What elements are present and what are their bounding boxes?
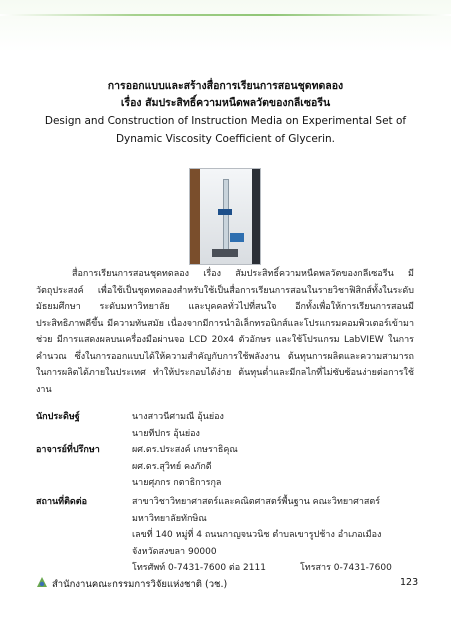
photo-door-frame	[190, 169, 200, 264]
advisor-name: ผศ.ดร.สุวิทย์ คงภักดี	[132, 461, 212, 472]
contact-line: มหาวิทยาลัยทักษิณ	[132, 513, 207, 524]
title-thai-line-2: เรื่อง สัมประสิทธิ์ความหนืดพลวัตของกลีเซอรีน	[120, 97, 331, 109]
abstract-text: สื่อการเรียนการสอนชุดทดลอง เรื่อง สัมประสิทธิ์ความหนืดพลวัตของกลีเซอรีน มีวัตถุประสงค์ เพื่อใช้เป็นชุดทดลองสำหรับใช้เป็นสื่อการเรียนการสอนในรายวิชาฟิสิกส์ทั้งในระดับมัธยมศึกษา ระดับมหาวิทยาลัย และบุคคลทั่วไปที่สนใจ อีกทั้งเพื่อให้การเรียนการสอนมีประสิทธิภาพดีขึ้น มีความทันสมัย เนื่องจากมีการนำอิเล็กทรอนิกส์และโปรแกรมคอมพิวเตอร์เข้ามาช่วย มีการแสดงผลบนเครื่องมือผ่านจอ LCD 20x4 ตัวอักษร และใช้โปรแกรม LabVIEW ในการคำนวณ ซึ่งในการออกแบบได้ให้ความสำคัญกับการใช้พลังงาน ต้นทุนการผลิตและความสามารถในการผลิตได้ภายในประเทศ ทำให้ประกอบได้ง่าย ต้นทุนต่ำและมีกลไกที่ไม่ซับซ้อนง่ายต่อการใช้งาน	[36, 269, 414, 395]
nrct-logo-icon	[36, 576, 48, 588]
inventors-label: นักประดิษฐ์	[36, 412, 80, 422]
sensor-clamp	[218, 209, 232, 215]
header-band	[0, 0, 451, 52]
title-block	[20, 78, 431, 148]
page-number: 123	[400, 577, 419, 588]
title-english-line-1: Design and Construction of Instruction Media on Experimental Set of	[44, 115, 407, 127]
contact-phone: โทรศัพท์ 0-7431-7600 ต่อ 2111	[132, 563, 266, 573]
apparatus-base	[212, 249, 238, 257]
title-thai-line-1: การออกแบบและสร้างสื่อการเรียนการสอนชุดทดลอง	[107, 80, 344, 92]
contact-details	[132, 494, 416, 577]
abstract-paragraph	[36, 266, 414, 398]
contact-label: สถานที่ติดต่อ	[36, 497, 88, 507]
advisors-label: อาจารย์ที่ปรึกษา	[36, 445, 100, 455]
contact-line: จังหวัดสงขลา 90000	[132, 546, 217, 557]
title-english-line-2: Dynamic Viscosity Coefficient of Glycerin.	[115, 133, 336, 145]
advisor-name: นายศุภกร กตาธิการกุล	[132, 478, 222, 488]
glycerin-tube	[223, 179, 229, 251]
advisor-name: ผศ.ดร.ประสงค์ เกษราธิคุณ	[132, 445, 238, 455]
inventor-name: นางสาวนีศามณี อุ้นย่อง	[132, 412, 224, 422]
footer-agency: สำนักงานคณะกรรมการวิจัยแห่งชาติ (วช.)	[52, 579, 228, 590]
apparatus-photo	[189, 168, 261, 265]
contact-fax: โทรสาร 0-7431-7600	[299, 563, 392, 573]
photo-dark-edge	[252, 169, 260, 264]
header-rule	[0, 14, 451, 16]
contact-line: เลขที่ 140 หมู่ที่ 4 ถนนกาญจนวนิช ตำบลเขารูปช้าง อำเภอเมือง	[132, 530, 382, 540]
advisors-list	[132, 442, 416, 492]
contact-line: สาขาวิชาวิทยาศาสตร์และคณิตศาสตร์พื้นฐาน คณะวิทยาศาสตร์	[132, 497, 381, 507]
contact-phone-fax	[132, 560, 416, 577]
inventors-list	[132, 409, 416, 442]
lcd-display	[230, 233, 244, 242]
inventor-name: นายทีปกร อุ้นย่อง	[132, 428, 200, 439]
